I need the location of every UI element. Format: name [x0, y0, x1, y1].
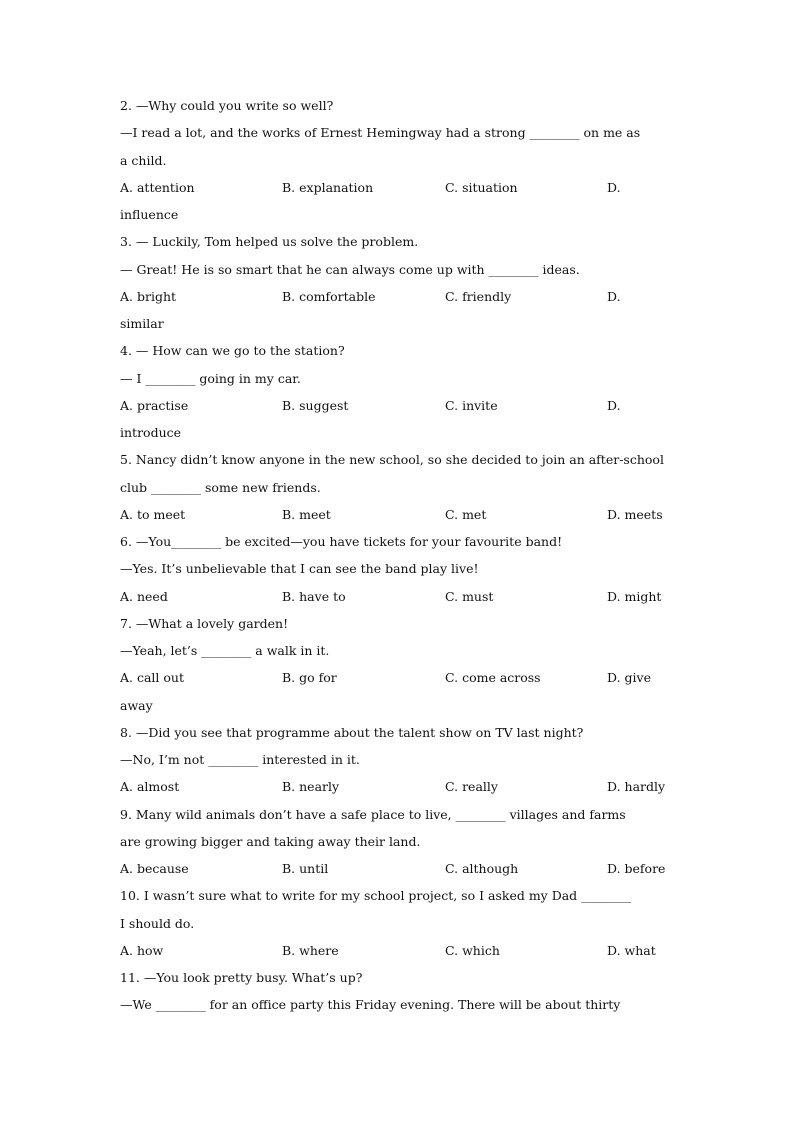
answer-option: D.: [607, 397, 621, 413]
text-line: introduce: [120, 425, 182, 440]
text-line: 8. —Did you see that programme about the talent show on TV last night?: [120, 724, 584, 740]
text-line: 10. I wasn’t sure what to write for my school project, so I asked my Dad ________: [120, 888, 632, 904]
answer-option: C. must: [445, 588, 494, 604]
answer-option: B. go for: [282, 670, 337, 686]
answer-option: B. suggest: [282, 397, 349, 413]
answer-option: D. give: [607, 670, 651, 686]
text-line: —We ________ for an office party this Friday evening. There will be about thirty: [120, 997, 621, 1013]
text-line: a child.: [120, 152, 167, 168]
answer-option: C. invite: [445, 397, 498, 413]
text-line: influence: [120, 207, 179, 222]
text-line: 7. —What a lovely garden!: [120, 615, 289, 631]
text-line: similar: [120, 316, 164, 331]
answer-option: B. where: [282, 942, 339, 958]
answer-option: C. although: [445, 861, 519, 876]
answer-option: A. attention: [120, 179, 195, 195]
answer-option: D. hardly: [607, 779, 666, 795]
text-line: 4. — How can we go to the station?: [120, 343, 345, 359]
text-line: 11. —You look pretty busy. What’s up?: [120, 970, 363, 985]
text-line: are growing bigger and taking away their land.: [120, 833, 421, 849]
answer-option: A. call out: [120, 670, 184, 686]
answer-option: C. met: [445, 506, 487, 522]
text-line: —Yes. It’s unbelievable that I can see the band play live!: [120, 561, 479, 577]
answer-option: C. really: [445, 779, 498, 795]
text-line: —I read a lot, and the works of Ernest Hemingway had a strong ________ on me as: [120, 125, 641, 141]
text-line: 5. Nancy didn’t know anyone in the new school, so she decided to join an after-school: [120, 452, 664, 468]
answer-option: A. almost: [120, 779, 180, 795]
answer-option: D.: [607, 179, 621, 195]
answer-options: [120, 283, 676, 310]
answer-option: A. because: [120, 861, 189, 876]
answer-options: [120, 174, 676, 201]
text-line: club ________ some new friends.: [120, 479, 321, 495]
answer-option: C. which: [445, 942, 500, 958]
text-line: 2. —Why could you write so well?: [120, 98, 334, 113]
answer-option: B. until: [282, 861, 329, 876]
answer-options: [120, 773, 676, 800]
text-line: — I ________ going in my car.: [120, 370, 301, 386]
answer-option: D. meets: [607, 506, 663, 522]
answer-options: [120, 855, 676, 882]
answer-option: B. comfortable: [282, 288, 376, 304]
answer-option: A. to meet: [120, 506, 186, 522]
text-line: —Yeah, let’s ________ a walk in it.: [120, 643, 330, 658]
text-line: I should do.: [120, 915, 195, 931]
answer-option: C. friendly: [445, 288, 512, 304]
answer-option: D. what: [607, 942, 656, 958]
answer-option: D.: [607, 288, 621, 304]
answer-option: B. have to: [282, 588, 346, 604]
answer-option: A. how: [120, 942, 164, 958]
text-line: — Great! He is so smart that he can always come up with ________ ideas.: [120, 261, 580, 277]
answer-option: D. before: [607, 861, 666, 876]
answer-option: A. practise: [120, 397, 189, 413]
answer-option: C. situation: [445, 179, 518, 195]
answer-option: B. explanation: [282, 179, 374, 195]
answer-option: A. need: [120, 588, 168, 604]
text-line: —No, I’m not ________ interested in it.: [120, 752, 360, 767]
answer-option: C. come across: [445, 670, 541, 686]
answer-options: [120, 392, 676, 419]
answer-option: B. meet: [282, 506, 331, 522]
question-list: [120, 92, 676, 1019]
answer-option: B. nearly: [282, 779, 340, 795]
answer-options: [120, 501, 676, 528]
answer-option: D. might: [607, 588, 662, 604]
answer-options: [120, 664, 676, 691]
answer-option: A. bright: [120, 288, 177, 304]
text-line: 6. —You________ be excited—you have tickets for your favourite band!: [120, 534, 563, 549]
text-line: 9. Many wild animals don’t have a safe place to live, ________ villages and farms: [120, 806, 626, 822]
text-line: away: [120, 697, 153, 713]
text-line: 3. — Luckily, Tom helped us solve the problem.: [120, 234, 419, 250]
answer-options: [120, 583, 676, 610]
answer-options: [120, 937, 676, 964]
